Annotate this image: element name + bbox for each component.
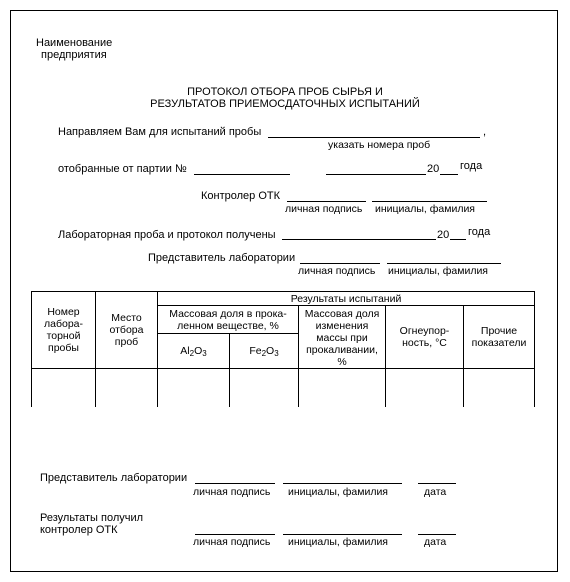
- results-received-line1: Результаты получил: [40, 512, 144, 524]
- lab-received-date-field[interactable]: [282, 239, 436, 240]
- lab-rep-initials-hint: инициалы, фамилия: [388, 265, 488, 277]
- batch-year-prefix: 20: [427, 163, 440, 175]
- lab-rep-signature-hint: личная подпись: [298, 265, 376, 277]
- lab-rep-initials-field[interactable]: [387, 263, 501, 264]
- results-header: Результаты испытаний: [158, 292, 535, 306]
- footer-controller-signature-field[interactable]: [195, 534, 275, 535]
- footer-controller-initials-field[interactable]: [283, 534, 402, 535]
- controller-signature-field[interactable]: [287, 201, 366, 202]
- controller-label: Контролер ОТК: [201, 190, 281, 202]
- footer-lab-rep-date-hint: дата: [424, 486, 447, 498]
- lab-year-prefix: 20: [437, 229, 450, 241]
- cell-other[interactable]: [464, 369, 535, 407]
- footer-lab-rep-signature-hint: личная подпись: [193, 486, 271, 498]
- cell-fe2o3[interactable]: [230, 369, 299, 407]
- col-header-refractoriness: Огнеупор- ность, °С: [386, 306, 464, 369]
- lab-rep-label: Представитель лаборатории: [148, 252, 296, 264]
- org-name-line2: предприятия: [41, 49, 107, 61]
- cell-mass-change[interactable]: [299, 369, 386, 407]
- controller-initials-field[interactable]: [372, 201, 487, 202]
- document-title-line1: ПРОТОКОЛ ОТБОРА ПРОБ СЫРЬЯ И: [187, 86, 383, 98]
- lab-year-field[interactable]: [450, 239, 466, 240]
- footer-controller-signature-hint: личная подпись: [193, 536, 271, 548]
- sample-numbers-field[interactable]: [268, 137, 480, 138]
- cell-sampling-place[interactable]: [96, 369, 158, 407]
- col-header-mass-change: Массовая доля изменения массы при прокаливании, %: [299, 306, 386, 369]
- lab-rep-signature-field[interactable]: [300, 263, 380, 264]
- controller-signature-hint: личная подпись: [285, 203, 363, 215]
- send-samples-label: Направляем Вам для испытаний пробы: [58, 126, 262, 138]
- col-header-sample-number: Номер лабора- торной пробы: [32, 292, 96, 369]
- col-header-other: Прочие показатели: [464, 306, 535, 369]
- col-header-al2o3: $Al_2O_3$: [158, 334, 230, 369]
- lab-received-label: Лабораторная проба и протокол получены: [58, 229, 276, 241]
- col-header-sampling-place: Место отбора проб: [96, 292, 158, 369]
- batch-year-word: года: [460, 160, 483, 172]
- footer-lab-rep-initials-hint: инициалы, фамилия: [288, 486, 388, 498]
- batch-label: отобранные от партии №: [58, 163, 187, 175]
- results-received-line2: контролер ОТК: [40, 524, 118, 536]
- document-title-line2: РЕЗУЛЬТАТОВ ПРИЕМОСДАТОЧНЫХ ИСПЫТАНИЙ: [150, 98, 420, 110]
- cell-refractoriness[interactable]: [386, 369, 464, 407]
- sample-numbers-hint: указать номера проб: [328, 139, 431, 151]
- controller-initials-hint: инициалы, фамилия: [375, 203, 475, 215]
- batch-number-field[interactable]: [194, 174, 290, 175]
- batch-year-field[interactable]: [440, 174, 458, 175]
- cell-sample-number[interactable]: [32, 369, 96, 407]
- cell-al2o3[interactable]: [158, 369, 230, 407]
- footer-lab-rep-initials-field[interactable]: [283, 483, 402, 484]
- col-header-fe2o3: $Fe_2O_3$: [230, 334, 299, 369]
- lab-year-word: года: [468, 226, 491, 238]
- org-name-line1: Наименование: [36, 37, 113, 49]
- footer-lab-rep-date-field[interactable]: [418, 483, 456, 484]
- mass-fraction-header: Массовая доля в прока- ленном веществе, %: [158, 306, 299, 334]
- footer-controller-date-field[interactable]: [418, 534, 456, 535]
- footer-controller-initials-hint: инициалы, фамилия: [288, 536, 388, 548]
- footer-lab-rep-signature-field[interactable]: [195, 483, 275, 484]
- footer-controller-date-hint: дата: [424, 536, 447, 548]
- footer-lab-rep-label: Представитель лаборатории: [40, 472, 188, 484]
- batch-date-field[interactable]: [326, 174, 426, 175]
- results-table: [31, 291, 535, 407]
- send-comma: ,: [483, 126, 487, 138]
